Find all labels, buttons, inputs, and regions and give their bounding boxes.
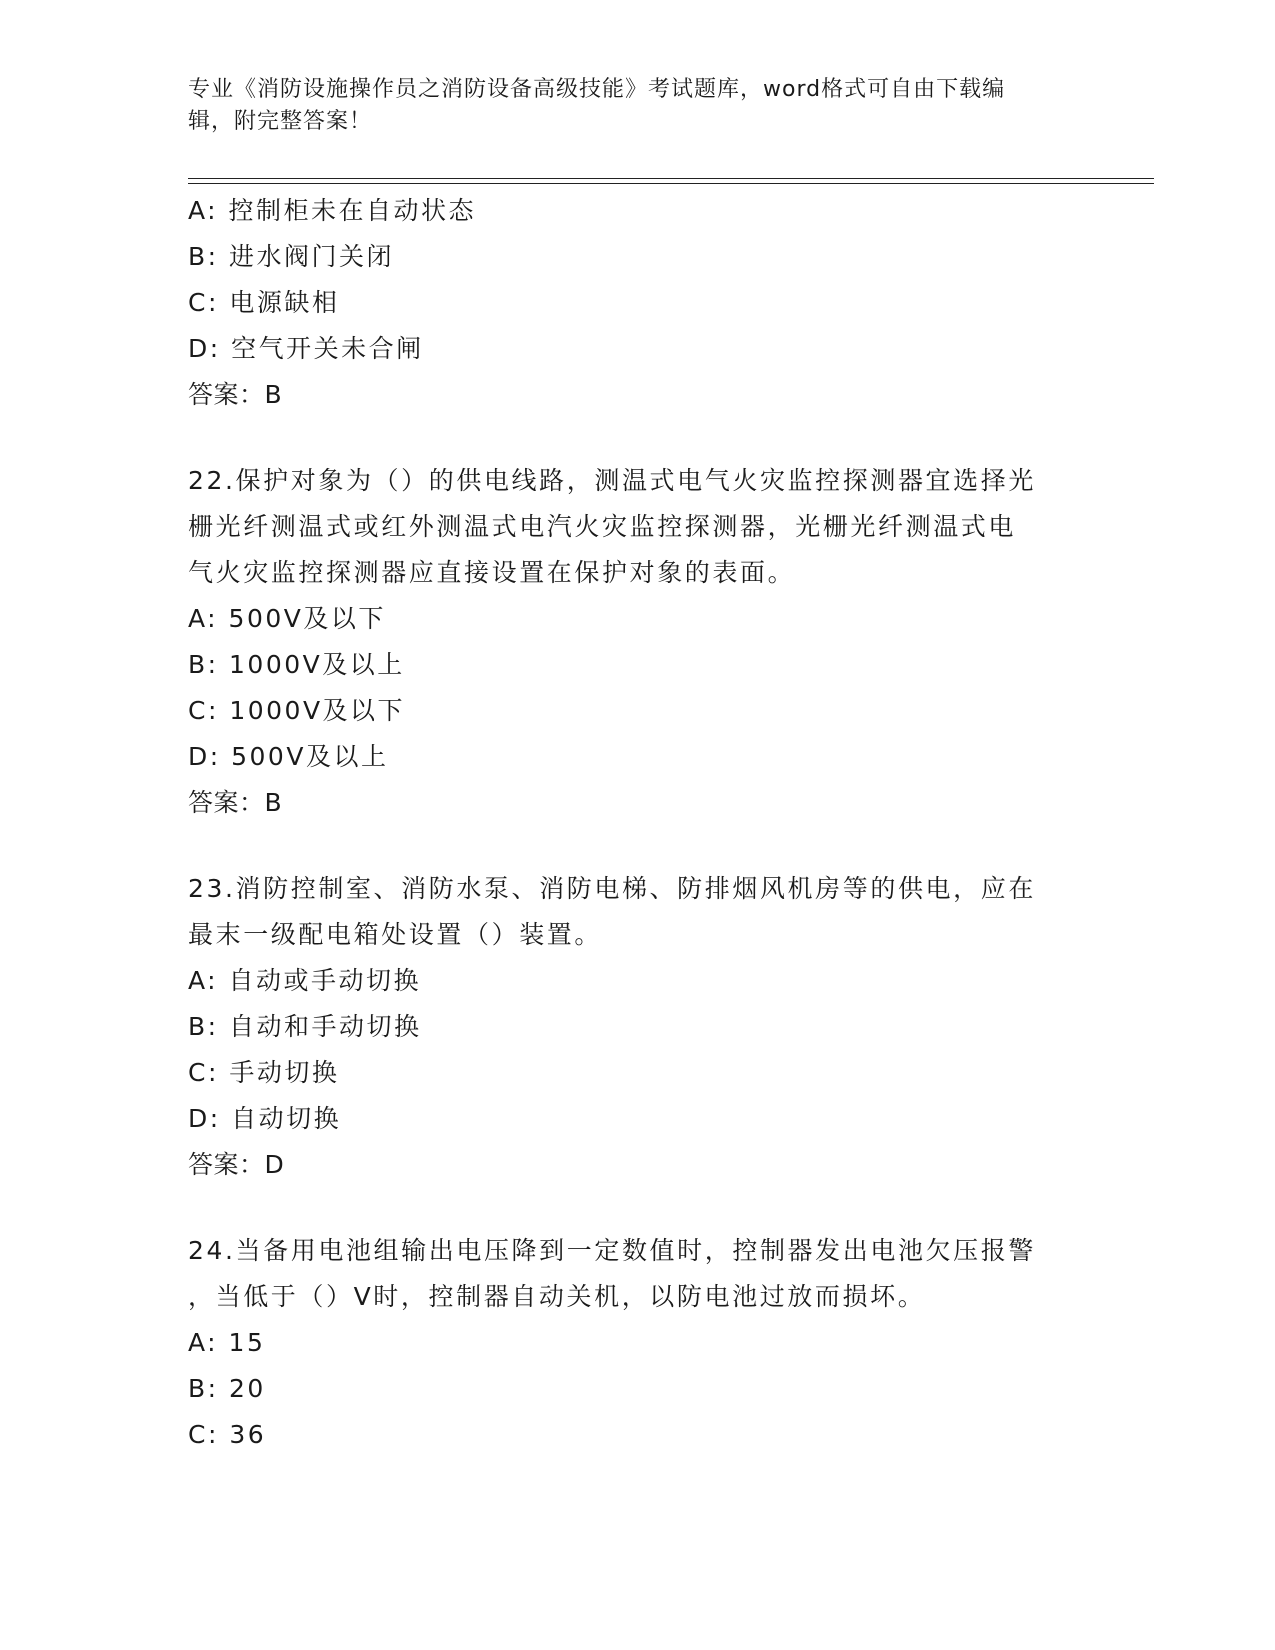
question-list bbox=[188, 188, 1088, 1458]
header-line-1: 专业《消防设施操作员之消防设备高级技能》考试题库，word格式可自由下载编 bbox=[188, 77, 1006, 102]
answer-label: 答案：B bbox=[188, 788, 283, 817]
option-c: C: 电源缺相 bbox=[188, 288, 340, 317]
option-a: A: 自动或手动切换 bbox=[188, 966, 422, 995]
option-b: B: 进水阀门关闭 bbox=[188, 242, 395, 271]
question-text-line: 22.保护对象为（）的供电线路，测温式电气火灾监控探测器宜选择光 bbox=[188, 466, 1036, 495]
question-text-line: 23.消防控制室、消防水泵、消防电梯、防排烟风机房等的供电，应在 bbox=[188, 874, 1036, 903]
answer-label: 答案：D bbox=[188, 1150, 285, 1179]
header-rule-bottom bbox=[188, 183, 1154, 184]
option-c: C: 1000V及以下 bbox=[188, 696, 406, 725]
spacer bbox=[188, 1188, 1088, 1228]
option-d: D: 自动切换 bbox=[188, 1104, 342, 1133]
option-c: C: 36 bbox=[188, 1420, 267, 1449]
option-d: D: 500V及以上 bbox=[188, 742, 389, 771]
header-rule-top bbox=[188, 178, 1154, 179]
option-b: B: 自动和手动切换 bbox=[188, 1012, 422, 1041]
question-22 bbox=[188, 458, 1088, 826]
option-a: A: 控制柜未在自动状态 bbox=[188, 196, 477, 225]
option-c: C: 手动切换 bbox=[188, 1058, 340, 1087]
question-text-line: 栅光纤测温式或红外测温式电汽火灾监控探测器，光栅光纤测温式电 bbox=[188, 512, 1017, 541]
spacer bbox=[188, 418, 1088, 458]
option-d: D: 空气开关未合闸 bbox=[188, 334, 424, 363]
question-24 bbox=[188, 1228, 1088, 1458]
question-text-line: 最末一级配电箱处设置（）装置。 bbox=[188, 920, 603, 949]
option-a: A: 500V及以下 bbox=[188, 604, 386, 633]
question-text-line: 24.当备用电池组输出电压降到一定数值时，控制器发出电池欠压报警 bbox=[188, 1236, 1036, 1265]
option-b: B: 1000V及以上 bbox=[188, 650, 405, 679]
question-21 bbox=[188, 188, 1088, 418]
question-text-line: ，当低于（）V时，控制器自动关机，以防电池过放而损坏。 bbox=[188, 1282, 926, 1311]
document-header bbox=[188, 74, 1088, 138]
header-line-2: 辑，附完整答案！ bbox=[188, 109, 373, 134]
question-text-line: 气火灾监控探测器应直接设置在保护对象的表面。 bbox=[188, 558, 796, 587]
spacer bbox=[188, 826, 1088, 866]
answer-label: 答案：B bbox=[188, 380, 283, 409]
option-a: A: 15 bbox=[188, 1328, 266, 1357]
option-b: B: 20 bbox=[188, 1374, 266, 1403]
question-23 bbox=[188, 866, 1088, 1188]
